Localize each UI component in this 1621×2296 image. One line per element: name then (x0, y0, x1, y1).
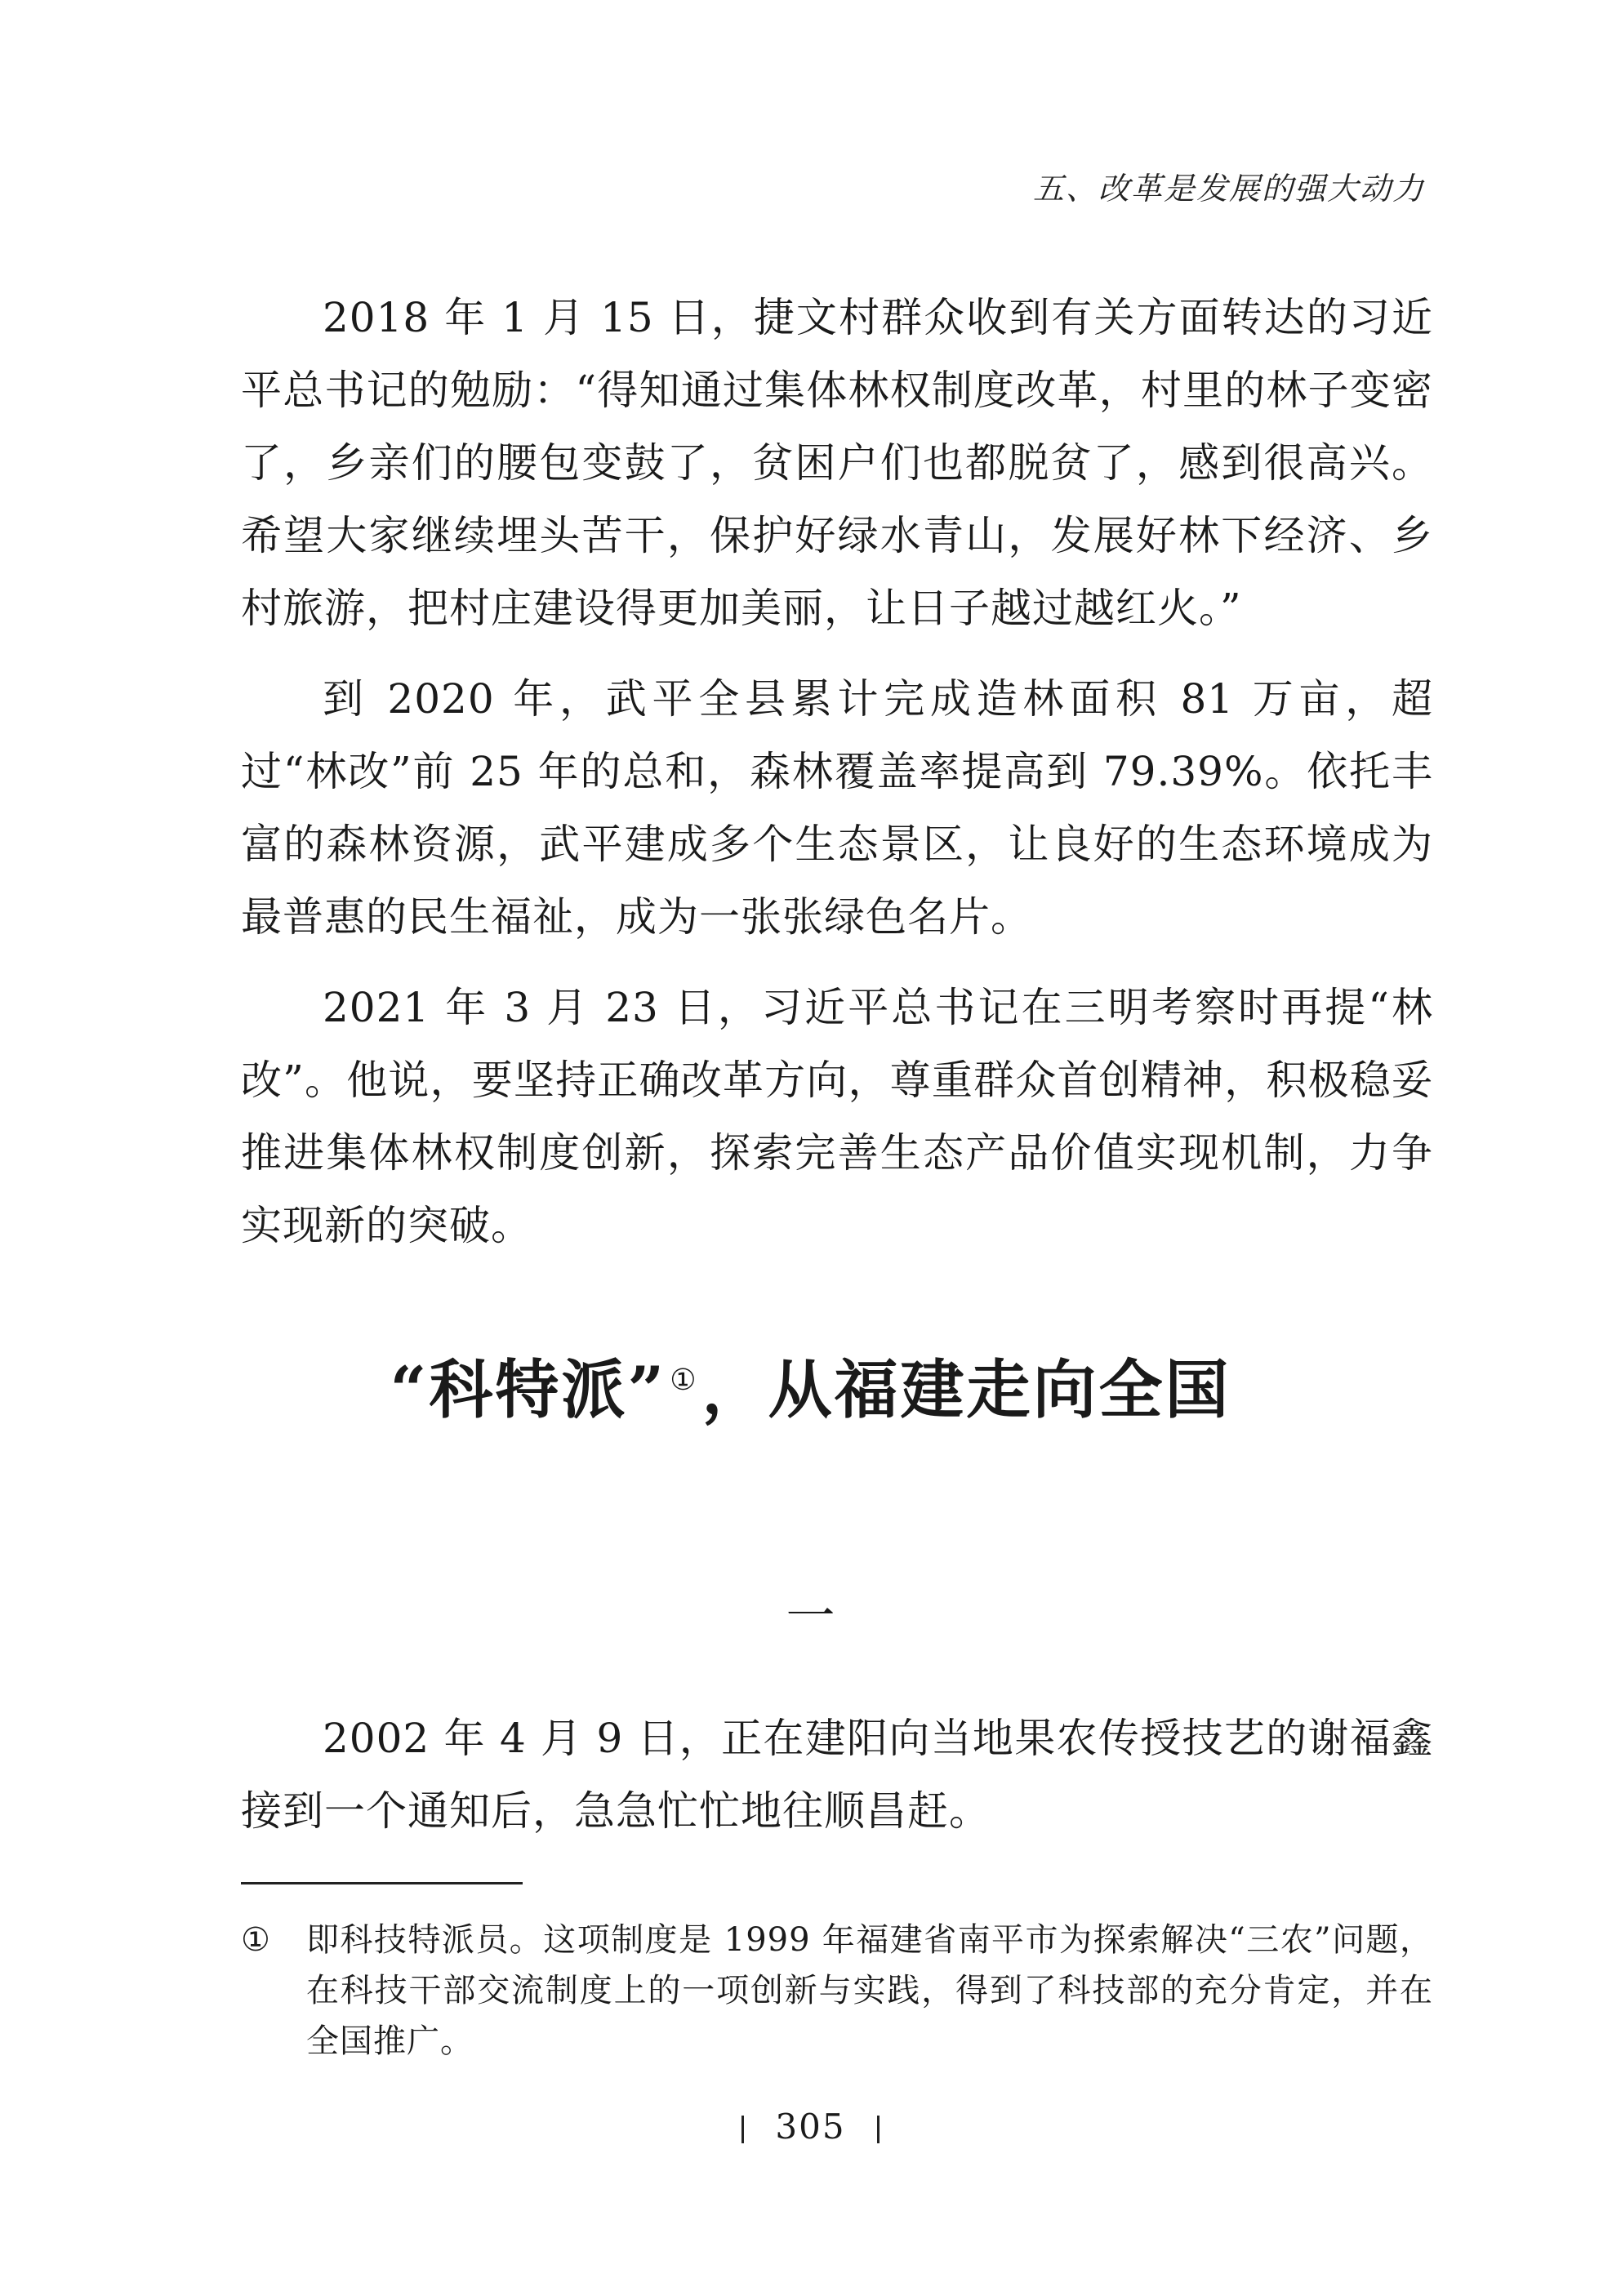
page-folio (0, 2107, 1621, 2147)
section-title-rest: ，从福建走向全国 (701, 1353, 1231, 1427)
running-head: 五、改革是发展的强大动力 (1032, 171, 1425, 207)
footnote-divider (241, 1882, 523, 1884)
footnote-reference-marker: ① (670, 1364, 699, 1397)
body-paragraph: 到 2020 年，武平全县累计完成造林面积 81 万亩，超过“林改”前 25 年的总和，森林覆盖率提高到 79.39%。依托丰富的森林资源，武平建成多个生态景区，让良好的生态环境成为最普惠的民生福祉，成为一张张绿色名片。 (241, 675, 1433, 941)
section-number: 一 (786, 1588, 835, 1645)
body-paragraph: 2002 年 4 月 9 日，正在建阳向当地果农传授技艺的谢福鑫接到一个通知后，急急忙忙地往顺昌赶。 (241, 1715, 1433, 1835)
section-title-quote: “科特派” (390, 1353, 667, 1427)
section-title (0, 1339, 1621, 1431)
body-paragraph: 2021 年 3 月 23 日，习近平总书记在三明考察时再提“林改”。他说，要坚持正确改革方向，尊重群众首创精神，积极稳妥推进集体林权制度创新，探索完善生态产品价值实现机制，力争实现新的突破。 (241, 984, 1433, 1249)
folio-bar-left (741, 2116, 744, 2143)
folio-bar-right (877, 2116, 880, 2143)
footnote-number: ① (241, 1921, 270, 1959)
footnote-text: 即科技特派员。这项制度是 1999 年福建省南平市为探索解决“三农”问题，在科技干部交流制度上的一项创新与实践，得到了科技部的充分肯定，并在全国推广。 (306, 1921, 1433, 2060)
body-paragraph: 2018 年 1 月 15 日，捷文村群众收到有关方面转达的习近平总书记的勉励：“得知通过集体林权制度改革，村里的林子变密了，乡亲们的腰包变鼓了，贫困户们也都脱贫了，感到很高兴。希望大家继续埋头苦干，保护好绿水青山，发展好林下经济、乡村旅游，把村庄建设得更加美丽，让日子越过越红火。” (241, 294, 1433, 632)
footnote (241, 1915, 1433, 2067)
page-number: 305 (775, 2107, 846, 2147)
